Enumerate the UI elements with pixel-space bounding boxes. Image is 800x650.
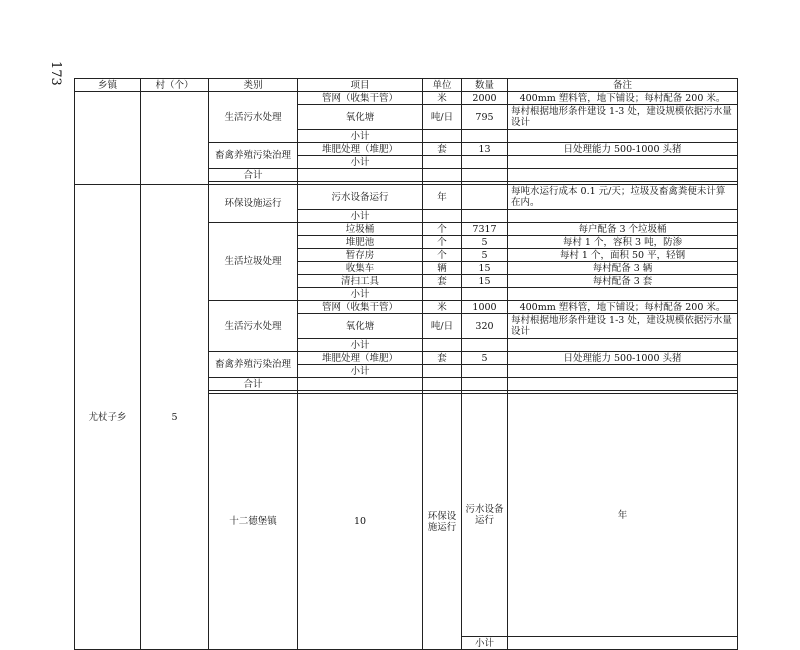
- unit-cell: 吨/日: [423, 105, 462, 130]
- unit-cell: [423, 378, 462, 391]
- category-cell: 环保设施运行: [423, 394, 462, 650]
- remark-cell: 每户配备 3 个垃圾桶: [508, 223, 738, 236]
- qty-cell: [462, 185, 508, 210]
- remark-cell: 日处理能力 500-1000 头猪: [508, 143, 738, 156]
- qty-cell: [462, 169, 508, 182]
- col-header-unit: 单位: [423, 79, 462, 92]
- item-cell: 管网（收集干管）: [298, 301, 423, 314]
- unit-cell: [423, 339, 462, 352]
- category-cell: 畜禽养殖污染治理: [209, 352, 298, 378]
- category-cell: 生活污水处理: [209, 301, 298, 352]
- item-cell: 堆肥池: [298, 236, 423, 249]
- unit-cell: 米: [423, 92, 462, 105]
- remark-cell: [508, 365, 738, 378]
- qty-cell: 320: [462, 314, 508, 339]
- item-cell: 堆肥处理（堆肥）: [298, 143, 423, 156]
- item-cell: 氧化塘: [298, 314, 423, 339]
- item-cell: 收集车: [298, 262, 423, 275]
- unit-cell: [423, 156, 462, 169]
- col-header-township: 乡镇: [75, 79, 141, 92]
- unit-cell: [423, 130, 462, 143]
- unit-cell: 个: [423, 236, 462, 249]
- qty-cell: 2000: [462, 92, 508, 105]
- unit-cell: 年: [423, 185, 462, 210]
- unit-cell: 套: [423, 352, 462, 365]
- subtotal-label: 小计: [298, 365, 423, 378]
- item-cell: 清扫工具: [298, 275, 423, 288]
- qty-cell: 13: [462, 143, 508, 156]
- qty-cell: 5: [462, 352, 508, 365]
- category-cell: 畜禽养殖污染治理: [209, 143, 298, 169]
- col-header-item: 项目: [298, 79, 423, 92]
- item-cell: [298, 378, 423, 391]
- subtotal-label: 小计: [298, 339, 423, 352]
- remark-cell: 每村配备 3 辆: [508, 262, 738, 275]
- total-label: 合计: [209, 169, 298, 182]
- qty-cell: [462, 365, 508, 378]
- qty-cell: [462, 130, 508, 143]
- unit-cell: [423, 169, 462, 182]
- remark-cell: [508, 288, 738, 301]
- township-cell: 十二德堡镇: [209, 394, 298, 650]
- item-cell: 氧化塘: [298, 105, 423, 130]
- unit-cell: 年: [508, 394, 738, 637]
- remark-cell: [508, 378, 738, 391]
- item-cell: 污水设备运行: [298, 185, 423, 210]
- item-cell: 管网（收集干管）: [298, 92, 423, 105]
- village-count-cell: 5: [141, 185, 209, 650]
- unit-cell: [423, 210, 462, 223]
- category-cell: 生活垃圾处理: [209, 223, 298, 301]
- remark-cell: 每村配备 3 套: [508, 275, 738, 288]
- unit-cell: 吨/日: [423, 314, 462, 339]
- item-cell: 堆肥处理（堆肥）: [298, 352, 423, 365]
- remark-cell: [508, 156, 738, 169]
- item-cell: 污水设备运行: [462, 394, 508, 637]
- item-cell: [298, 169, 423, 182]
- unit-cell: [423, 288, 462, 301]
- subtotal-label: 小计: [298, 210, 423, 223]
- qty-cell: 15: [462, 262, 508, 275]
- subtotal-label: 小计: [462, 637, 508, 650]
- col-header-category: 类别: [209, 79, 298, 92]
- table-row: [75, 185, 738, 210]
- township-cell: [75, 92, 141, 185]
- qty-cell: [462, 339, 508, 352]
- subtotal-label: 小计: [298, 288, 423, 301]
- remark-cell: [508, 169, 738, 182]
- remark-cell: 每村 1 个，容积 3 吨，防渗: [508, 236, 738, 249]
- category-cell: 环保设施运行: [209, 185, 298, 223]
- col-header-quantity: 数量: [462, 79, 508, 92]
- qty-cell: 5: [462, 249, 508, 262]
- subtotal-label: 小计: [298, 156, 423, 169]
- unit-cell: 辆: [423, 262, 462, 275]
- qty-cell: [462, 288, 508, 301]
- remark-cell: 400mm 塑料管，地下铺设；每村配备 200 米。: [508, 92, 738, 105]
- table-row: [75, 92, 738, 105]
- remark-cell: 每村根据地形条件建设 1-3 处，建设规模依据污水量设计: [508, 314, 738, 339]
- item-cell: 垃圾桶: [298, 223, 423, 236]
- remark-cell: [508, 339, 738, 352]
- col-header-village: 村（个）: [141, 79, 209, 92]
- village-count-cell: [141, 92, 209, 185]
- header-row: [75, 79, 738, 92]
- qty-cell: [462, 210, 508, 223]
- qty-cell: [462, 156, 508, 169]
- col-header-remark: 备注: [508, 79, 738, 92]
- qty-cell: 15: [462, 275, 508, 288]
- unit-cell: 套: [423, 143, 462, 156]
- unit-cell: 个: [423, 249, 462, 262]
- qty-cell: 795: [462, 105, 508, 130]
- village-count-cell: 10: [298, 394, 423, 650]
- subtotal-label: 小计: [298, 130, 423, 143]
- remark-cell: 每吨水运行成本 0.1 元/天；垃圾及畜禽粪便未计算在内。: [508, 185, 738, 210]
- unit-cell: 个: [423, 223, 462, 236]
- qty-cell: 1000: [462, 301, 508, 314]
- page-number: 173: [48, 61, 63, 86]
- qty-cell: [462, 378, 508, 391]
- remark-cell: 400mm 塑料管，地下铺设；每村配备 200 米。: [508, 301, 738, 314]
- unit-cell: [423, 365, 462, 378]
- remark-cell: 每村根据地形条件建设 1-3 处，建设规模依据污水量设计: [508, 105, 738, 130]
- township-cell: 尤杖子乡: [75, 185, 141, 650]
- remark-cell: 日处理能力 500-1000 头猪: [508, 352, 738, 365]
- category-cell: 生活污水处理: [209, 92, 298, 143]
- budget-table: [74, 78, 738, 650]
- remark-cell: [508, 130, 738, 143]
- unit-cell: [508, 637, 738, 650]
- item-cell: 暂存房: [298, 249, 423, 262]
- unit-cell: 套: [423, 275, 462, 288]
- unit-cell: 米: [423, 301, 462, 314]
- qty-cell: 7317: [462, 223, 508, 236]
- total-label: 合计: [209, 378, 298, 391]
- remark-cell: [508, 210, 738, 223]
- qty-cell: 5: [462, 236, 508, 249]
- remark-cell: 每村 1 个，面积 50 平，轻钢: [508, 249, 738, 262]
